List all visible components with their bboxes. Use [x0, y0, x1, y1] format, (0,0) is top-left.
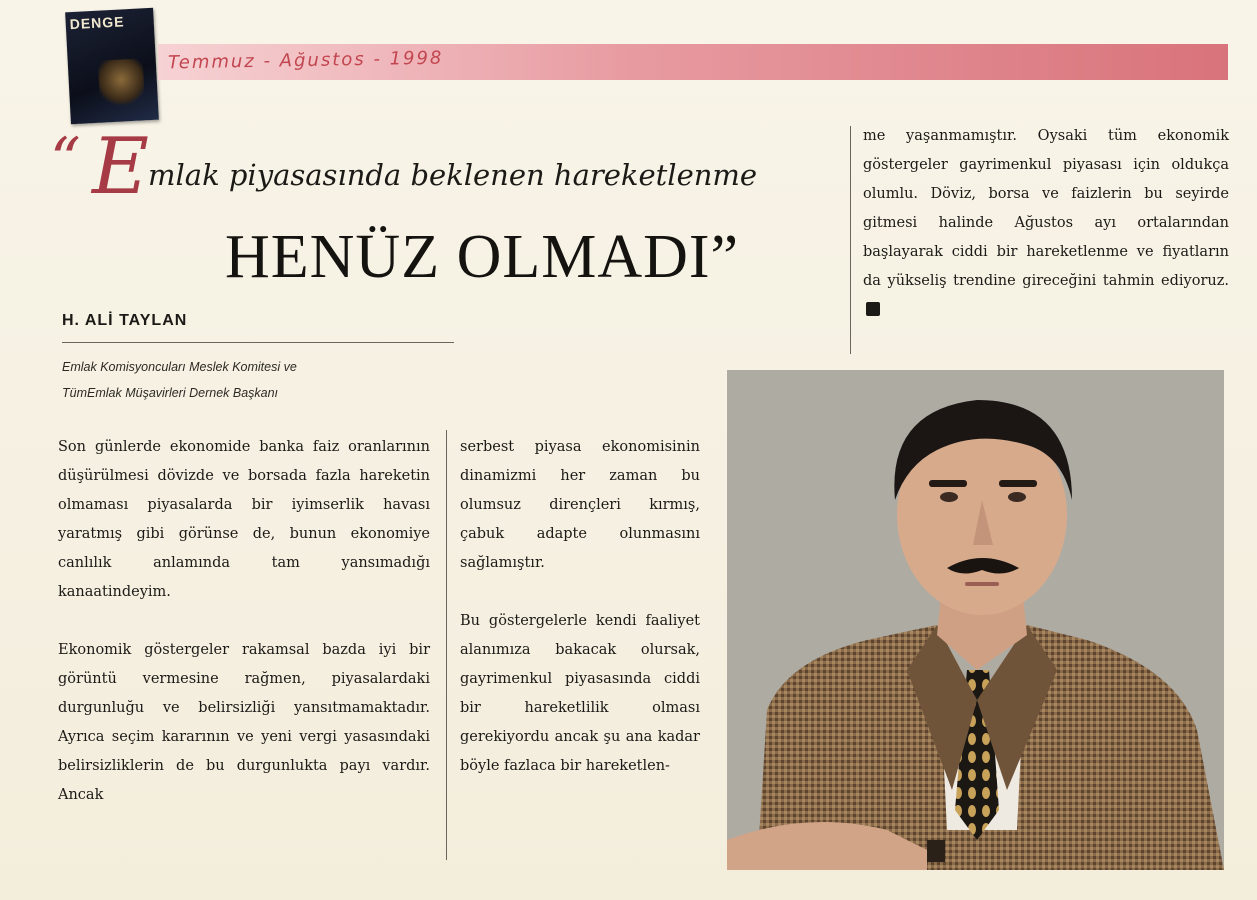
body-column-1 [58, 433, 430, 839]
byline-divider [62, 342, 454, 343]
body-paragraph: me yaşanmamıştır. Oysaki tüm ekonomik göstergeler gayrimenkul piyasası için oldukça olumlu. Döviz, borsa ve faizlerin bu seyirde gitmesi halinde Ağustos ayı ortalarından başlayarak ciddi bir hareketlenme ve fiyatların da yükseliş trendine gireceğini tahmin ediyoruz. [863, 128, 1229, 289]
author-photo [727, 370, 1224, 870]
body-paragraph: Ekonomik göstergeler rakamsal bazda iyi bir görüntü vermesine rağmen, piyasalardaki durgunluğu ve belirsizliği yansıtmamaktadır. Ayrıca seçim kararının ve yeni vergi yasasındaki belirsizliklerin de bu durgunlukta payı vardır. Ancak [58, 642, 430, 803]
headline-initial: E [92, 122, 149, 212]
headline-main: HENÜZ OLMADI” [225, 223, 740, 291]
magazine-cover-thumbnail [65, 8, 159, 124]
date-band [158, 44, 1228, 80]
author-portrait-illustration [727, 370, 1224, 870]
affiliation-line: Emlak Komisyoncuları Meslek Komitesi ve [62, 360, 297, 374]
magazine-title: DENGE [69, 13, 125, 33]
author-name: H. ALİ TAYLAN [62, 312, 188, 329]
body-paragraph: Bu göstergelerle kendi faaliyet alanımıza bakacak olursak, gayrimenkul piyasasında ciddi bir hareketlilik olması gerekiyordu ancak şu ana kadar böyle fazlaca bir hareketlen- [460, 613, 700, 774]
magazine-cover-art [98, 58, 146, 110]
body-column-2 [460, 433, 700, 810]
headline-kicker: mlak piyasasında beklenen hareketlenme [148, 158, 758, 192]
affiliation-line: TümEmlak Müşavirleri Dernek Başkanı [62, 386, 279, 400]
headline-quote-open: “ [50, 125, 81, 195]
body-column-3 [863, 122, 1229, 325]
column-divider [446, 430, 447, 860]
author-affiliation [62, 354, 462, 406]
column-divider [850, 126, 851, 354]
body-paragraph: serbest piyasa ekonomisinin dinamizmi her zaman bu olumsuz dirençleri kırmış, çabuk adapte olunmasını sağlamıştır. [460, 439, 700, 571]
issue-date: Temmuz - Ağustos - 1998 [167, 47, 444, 74]
end-of-article-icon [866, 302, 880, 316]
body-paragraph: Son günlerde ekonomide banka faiz oranlarının düşürülmesi dövizde ve borsada fazla hareketin olmaması piyasalarda bir iyimserlik havası yaratmış gibi görünse de, bunun ekonomiye canlılık anlamında tam yansımadığı kanaatindeyim. [58, 439, 430, 600]
